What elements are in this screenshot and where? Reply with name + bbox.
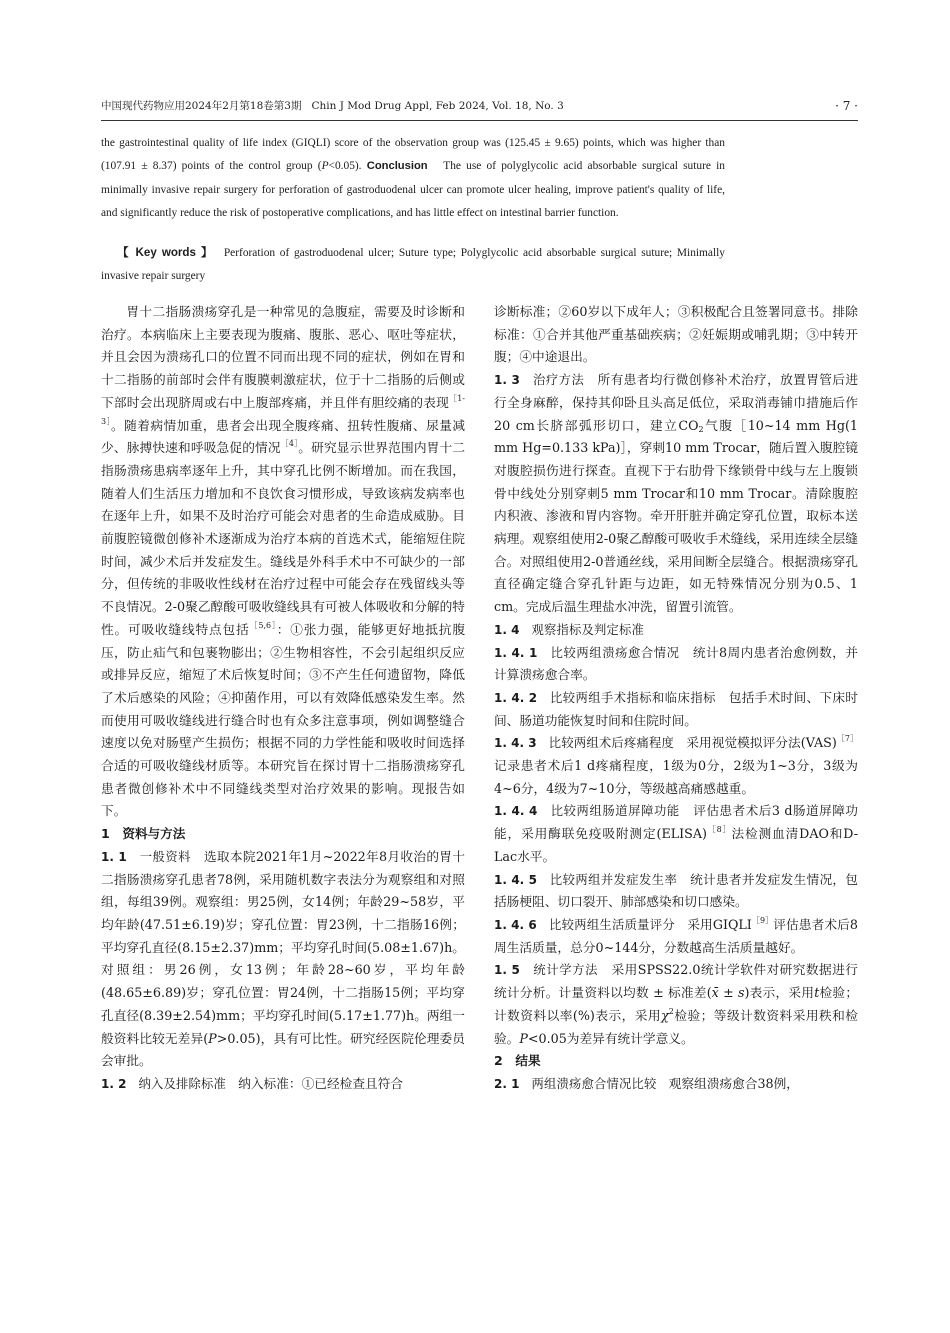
conclusion-label: Conclusion bbox=[366, 160, 428, 173]
citation-ref: ［8］ bbox=[706, 825, 732, 835]
section-subtitle: 观察指标及判定标准 bbox=[531, 622, 645, 637]
section-title: 2 结果 bbox=[494, 1053, 541, 1069]
section-number: 1. 3 bbox=[494, 373, 520, 388]
section-1-4-1 bbox=[494, 642, 858, 687]
section-number: 1. 4. 5 bbox=[494, 872, 538, 887]
section-number: 1. 1 bbox=[101, 849, 127, 864]
section-text: 评估患者术后8周生活质量，总分0~144分，分数越高生活质量越好。 bbox=[494, 916, 858, 955]
section-number: 1. 4. 4 bbox=[494, 804, 538, 819]
journal-cn: 中国现代药物应用2024年2月第18卷第3期 bbox=[101, 100, 302, 112]
sd-symbol: s bbox=[737, 985, 745, 1001]
section-number: 1. 5 bbox=[494, 963, 520, 978]
keywords-label: 【 Key words 】 bbox=[117, 246, 215, 259]
intro-text-c: 。研究显示世界范围内胃十二指肠溃疡患病率逐年上升，其中穿孔比例不断增加。而在我国，随着人们生活压力增加和不良饮食习惯形成，导致该病发病率也在逐年上升，如果不及时治疗可能会对患者的生命造成威胁。目前腹腔镜微创修补术逐渐成为治疗本病的首选术式，能缩短住院时间，减少术后并发症发生。缝线是外科手术中不可缺少的一部分，但传统的非吸收性线材在治疗过程中可能会存在残留线头等不良情况。2-0聚乙醇酸可吸收缝线具有可被人体吸收和分解的特性。可吸收缝线特点包括 bbox=[101, 440, 466, 637]
section-subtitle: 比较两组溃疡愈合情况 bbox=[550, 645, 680, 660]
section-subtitle: 纳入及排除标准 bbox=[138, 1076, 227, 1091]
section-text: 选取本院2021年1月~2022年8月收治的胃十二指肠溃疡穿孔患者78例，采用随机数字表法分为观察组和对照组，每组39例。观察组：男25例，女14例；年龄29~58岁，平均年龄(47.51±6.19)岁；穿孔位置：胃23例，十二指肠16例；平均穿孔直径(8.15±2.37)mm；平均穿孔时间(5.08±1.67)h。对照组：男26例，女13例；年龄28~60岁，平均年龄(48.65±6.89)岁；穿孔位置：胃24例，十二指肠15例；平均穿孔直径(8.39±2.54)mm；平均穿孔时间(5.17±1.77)h。两组一般资料比较无差异( bbox=[101, 848, 465, 1046]
right-column bbox=[494, 301, 858, 1096]
citation-ref: ［1-3］ bbox=[101, 393, 465, 426]
subscript: 2 bbox=[698, 424, 704, 434]
section-subtitle: 比较两组术后疼痛程度 bbox=[548, 736, 675, 751]
section-subtitle: 比较两组并发症发生率 bbox=[549, 872, 678, 887]
chi-symbol: χ bbox=[661, 1007, 669, 1023]
section-text: 采用SPSS22.0统计学软件对研究数据进行统计分析。计量资料以均数 ± 标准差( bbox=[494, 962, 858, 1001]
running-header bbox=[101, 96, 858, 116]
section-subtitle: 一般资料 bbox=[139, 849, 191, 864]
p-symbol: P bbox=[208, 1030, 217, 1046]
section-2-1 bbox=[494, 1073, 858, 1096]
section-text: 气腹［10~14 mm Hg(1 mm Hg=0.133 kPa)］，穿刺10 mm Trocar，随后置入腹腔镜对腹腔损伤进行探查。直视下于右肋骨下缘锁骨中线与左上腹锁骨中线处分别穿刺5 mm Trocar和10 mm Trocar。清除腹腔内积液、渗液和胃内容物。牵开肝脏并确定穿孔位置，取标本送病理。观察组使用2-0聚乙醇酸可吸收手术缝线，采用连续全层缝合。对照组使用2-0普通丝线，采用间断全层缝合。根据溃疡穿孔直径确定缝合穿孔针距与边距，如无特殊情况分别为0.5、1 cm。完成后温生理盐水冲洗，留置引流管。 bbox=[494, 417, 858, 615]
section-text: 统计患者并发症发生情况，包括肠梗阻、切口裂开、肺部感染和切口感染。 bbox=[494, 871, 858, 910]
section-subtitle: 统计学方法 bbox=[533, 963, 599, 978]
conclusion-text: The use of polyglycolic acid absorbable surgical suture in minimally invasive repair surgery for perforation of gastroduodenal ulcer can promote ulcer healing, improve patient's quality of life, and significantly reduce the risk of postoperative complications, and has little effect on intestinal barrier function. bbox=[101, 160, 726, 219]
abstract-part2: <0.05). bbox=[328, 160, 367, 173]
section-text: 所有患者均行微创修补术治疗，放置胃管后进行全身麻醉，保持其仰卧且头高足低位，采取消毒铺巾措施后作20 cm长脐部弧形切口，建立CO bbox=[494, 372, 859, 433]
intro-text-a: 胃十二指肠溃疡穿孔是一种常见的急腹症，需要及时诊断和治疗。本病临床上主要表现为腹痛、腹胀、恶心、呕吐等症状，并且会因为溃疡孔口的位置不同而出现不同的症状，例如在胃和十二指肠的前部时会伴有腹膜刺激症状，位于十二指肠的后侧或下部时会出现脐周或右中上腹部疼痛，并且伴有胆绞痛的表现 bbox=[101, 304, 465, 410]
section-1-heading bbox=[101, 823, 465, 846]
section-text: 评估患者术后3 d肠道屏障功能，采用酶联免疫吸附测定(ELISA) bbox=[494, 803, 858, 842]
section-number: 1. 2 bbox=[101, 1076, 127, 1091]
section-1-4 bbox=[494, 619, 858, 642]
section-number: 1. 4. 2 bbox=[494, 690, 538, 705]
section-2-heading bbox=[494, 1050, 858, 1073]
section-subtitle: 比较两组肠道屏障功能 bbox=[550, 804, 680, 819]
section-number: 2. 1 bbox=[494, 1076, 520, 1091]
section-1-4-6 bbox=[494, 914, 858, 959]
criteria-continuation: 诊断标准；②60岁以下成年人；③积极配合且签署同意书。排除标准：①合并其他严重基础疾病；②妊娠期或哺乳期；③中转开腹；④中途退出。 bbox=[494, 304, 858, 365]
p-symbol: P bbox=[519, 1030, 528, 1046]
section-text: 包括手术时间、下床时间、肠道功能恢复时间和住院时间。 bbox=[494, 689, 858, 728]
journal-en: Chin J Mod Drug Appl, Feb 2024, Vol. 18, No. 3 bbox=[311, 100, 564, 112]
section-text: 观察组溃疡愈合38例， bbox=[668, 1075, 799, 1091]
section-1-5 bbox=[494, 959, 858, 1050]
t-symbol: t bbox=[814, 985, 820, 1001]
section-1-2 bbox=[101, 1073, 465, 1096]
section-1-4-3 bbox=[494, 732, 858, 800]
plus-minus: ± bbox=[718, 985, 738, 1001]
header-rule bbox=[101, 120, 858, 121]
section-text: 检验；计数资料以率(%)表示，采用 bbox=[494, 985, 859, 1023]
citation-ref: ［5,6］ bbox=[249, 620, 277, 630]
abstract-part1: the gastrointestinal quality of life index (GIQLI) score of the observation group was (125.45 ± 9.65) points, which was higher than (107.91 ± 8.37) points of the control group ( bbox=[101, 137, 725, 173]
section-1-1 bbox=[101, 846, 465, 1073]
journal-citation bbox=[101, 96, 564, 116]
section-text: 记录患者术后1 d疼痛程度，1级为0分，2级为1~3分，3级为4~6分，4级为7~10分，等级越高痛感越重。 bbox=[494, 758, 858, 796]
section-number: 1. 4. 6 bbox=[494, 917, 537, 932]
superscript: 2 bbox=[668, 1006, 674, 1016]
page-number: · 7 · bbox=[835, 99, 858, 113]
section-text: >0.05)，具有可比性。研究经医院伦理委员会审批。 bbox=[101, 1030, 465, 1069]
mean-symbol: x̄ bbox=[711, 985, 719, 1001]
section-text: 采用GIQLI bbox=[687, 916, 752, 932]
section-1-3 bbox=[494, 369, 858, 619]
section-text: )表示，采用 bbox=[744, 985, 815, 1001]
section-1-4-2 bbox=[494, 687, 858, 732]
section-text: 检验；等级计数资料采用秩和检验。 bbox=[494, 1007, 858, 1046]
intro-text-b: 。随着病情加重，患者会出现全腹疼痛、扭转性腹痛、尿量减少、脉搏快速和呼吸急促的情况 bbox=[101, 417, 466, 456]
p-symbol: P bbox=[321, 160, 329, 173]
section-subtitle: 两组溃疡愈合情况比较 bbox=[531, 1076, 657, 1091]
section-subtitle: 比较两组手术指标和临床指标 bbox=[549, 690, 716, 705]
section-subtitle: 治疗方法 bbox=[532, 373, 585, 388]
citation-ref: ［7］ bbox=[836, 734, 858, 744]
section-text: 采用视觉模拟评分法(VAS) bbox=[686, 735, 837, 751]
citation-ref: ［9］ bbox=[751, 915, 774, 925]
section-subtitle: 比较两组生活质量评分 bbox=[549, 917, 675, 932]
section-number: 1. 4. 3 bbox=[494, 736, 537, 751]
section-1-4-5 bbox=[494, 869, 858, 914]
section-number: 1. 4. 1 bbox=[494, 645, 538, 660]
abstract-continuation bbox=[101, 132, 725, 225]
section-text: 法检测血清DAO和D-Lac水平。 bbox=[494, 826, 859, 864]
intro-paragraph bbox=[101, 301, 465, 823]
keywords bbox=[101, 242, 725, 287]
section-text: 统计8周内患者治愈例数，并计算溃疡愈合率。 bbox=[494, 644, 858, 683]
section-text: <0.05为差异有统计学意义。 bbox=[527, 1030, 694, 1046]
left-column bbox=[101, 301, 465, 1096]
intro-text-d: ：①张力强，能够更好地抵抗腹压，防止疝气和包裹物膨出；②生物相容性，不会引起组织反应或排异反应，缩短了术后恢复时间；③不产生任何遗留物，降低了术后感染的风险；④抑菌作用，可以有效降低感染发生率。然而使用可吸收缝线进行缝合时也有众多注意事项，例如调整缝合速度以免对肠壁产生损伤；根据不同的力学性能和吸收时间选择合适的可吸收缝线材质等。本研究旨在探讨胃十二指肠溃疡穿孔患者微创修补术中不同缝线类型对治疗效果的影响。现报告如下。 bbox=[101, 621, 466, 819]
keywords-text: Perforation of gastroduodenal ulcer; Suture type; Polyglycolic acid absorbable surgical suture; Minimally invasive repair surgery bbox=[101, 247, 725, 282]
section-title: 1 资料与方法 bbox=[101, 826, 186, 842]
citation-ref: ［4］ bbox=[280, 439, 299, 449]
section-text: 纳入标准：①已经检查且符合 bbox=[238, 1075, 404, 1091]
section-number: 1. 4 bbox=[494, 622, 520, 637]
section-1-4-4 bbox=[494, 800, 858, 868]
